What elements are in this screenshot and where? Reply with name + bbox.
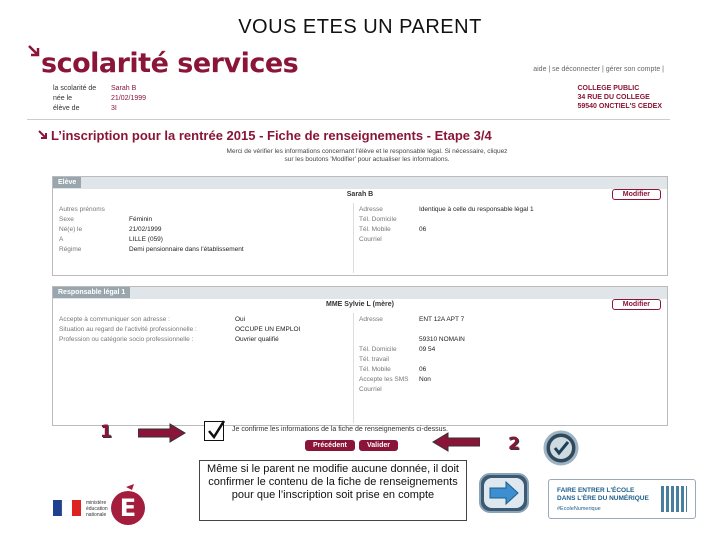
screenshot-panel xyxy=(27,40,670,460)
ecole-numerique-banner: FAIRE ENTRER L'ÉCOLE DANS L'ÈRE DU NUMÉRIQUE #EcoleNumerique xyxy=(548,479,696,519)
eleve-right-fields: Adresse Identique à celle du responsable légal 1 Tél. Domicile Tél. Mobile 06 Courriel xyxy=(359,206,534,243)
education-e-logo xyxy=(108,484,148,526)
step-number: 1 xyxy=(100,422,112,442)
step-number: 2 xyxy=(508,434,520,454)
eleve-left-fields: Autres prénoms Sexe Féminin Né(e) le 21/02/1999 A LILLE (059) Régime Demi pensionnaire dans l'établissement xyxy=(59,206,244,253)
site-header xyxy=(27,40,670,120)
top-links[interactable]: aide | se déconnecter | gérer son compte | xyxy=(533,66,664,73)
arrow-right-icon xyxy=(138,423,186,443)
slide-title: VOUS ETES UN PARENT xyxy=(238,16,482,38)
ministry-logo: ministère éducation nationale xyxy=(86,500,108,518)
previous-button[interactable]: Précédent xyxy=(305,440,355,451)
info-row: née le 21/02/1999 xyxy=(53,95,147,102)
modify-button[interactable]: Modifier xyxy=(612,189,661,200)
intro-text: Merci de vérifier les informations concernant l'élève et le responsable légal. Si nécessaire, cliquez sur les boutons 'Modifier' pour actualiser les informations. xyxy=(226,148,508,163)
info-row: la scolarité de Sarah B xyxy=(53,85,137,92)
confirm-checkbox[interactable] xyxy=(204,421,224,441)
responsable-right-fields: Adresse ENT 12A APT 7 59310 NOMAIN Tél. Domicile 09 54 Tél. travail Tél. Mobile 06 Accepte les SMS Non Courriel xyxy=(359,316,465,393)
modify-button[interactable]: Modifier xyxy=(612,299,661,310)
responsable-left-fields: Accepte à communiquer son adresse : Oui Situation au regard de l'activité professionnelle : OCCUPE UN EMPLOI Profession ou catégorie socio professionnelle : Ouvrier qualifié xyxy=(59,316,301,343)
validate-button[interactable]: Valider xyxy=(359,440,398,451)
check-circle-icon xyxy=(543,430,579,466)
section-tag: Elève xyxy=(53,177,81,188)
eleve-section xyxy=(52,176,668,276)
page-heading: L’inscription pour la rentrée 2015 - Fiche de renseignements - Etape 3/4 xyxy=(37,128,492,143)
section-tag: Responsable légal 1 xyxy=(53,287,130,298)
site-logo[interactable]: scolarité services xyxy=(41,48,299,79)
confirm-label: Je confirme les informations de la fiche de renseignements ci-dessus. xyxy=(232,426,448,433)
arrow-left-icon xyxy=(432,432,480,452)
student-name: Sarah B xyxy=(346,191,374,198)
student-info xyxy=(53,84,146,114)
svg-text:E: E xyxy=(119,494,137,522)
note-box: Même si le parent ne modifie aucune donnée, il doit confirmer le contenu de la fiche de renseignements pour que l’inscription soit prise en compte xyxy=(199,460,467,521)
republic-flag-logo xyxy=(53,500,81,516)
parent-name: MME Sylvie L (mère) xyxy=(326,301,394,308)
info-row: élève de 3I xyxy=(53,105,117,112)
responsable-section xyxy=(52,286,668,426)
arrow-icon xyxy=(37,129,49,141)
qr-code xyxy=(661,486,687,512)
college-address: COLLEGE PUBLIC 34 RUE DU COLLEGE 59540 ONCTIEL'S CEDEX xyxy=(577,85,662,110)
check-icon xyxy=(206,419,226,441)
arrow-icon xyxy=(27,44,41,58)
next-arrow-icon xyxy=(478,472,530,514)
